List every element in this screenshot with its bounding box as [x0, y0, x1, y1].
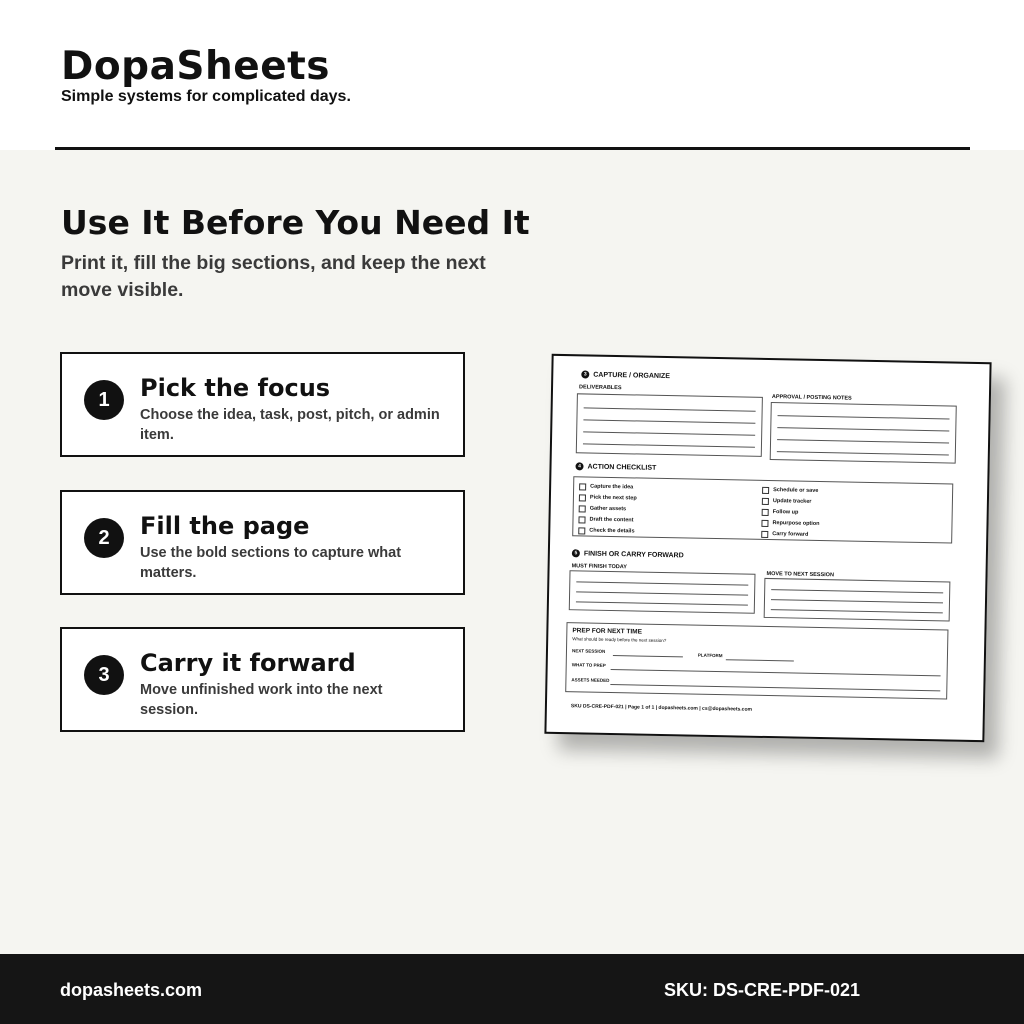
brand-name: DopaSheets	[61, 44, 331, 89]
checklist-item: Carry forward	[772, 531, 809, 538]
section-title: FINISH OR CARRY FORWARD	[583, 549, 684, 559]
checklist-item: Check the details	[589, 527, 635, 535]
platform-label: PLATFORM	[697, 652, 723, 659]
checklist-item: Follow up	[772, 509, 799, 516]
section-number-badge: 4	[575, 462, 583, 470]
checklist-item: Draft the content	[589, 516, 634, 524]
step-title: Fill the page	[140, 512, 310, 540]
section-number-badge: 5	[572, 549, 580, 557]
checklist-box	[572, 476, 953, 543]
section-checklist-title	[575, 462, 656, 472]
checkbox[interactable]	[579, 483, 586, 490]
checklist-item: Update tracker	[772, 498, 812, 505]
next-session-move-label: MOVE TO NEXT SESSION	[766, 570, 834, 579]
checkbox[interactable]	[762, 498, 769, 505]
checkbox[interactable]	[761, 520, 768, 527]
step-description: Choose the idea, task, post, pitch, or admin item.	[140, 407, 440, 443]
step-card-1	[60, 352, 465, 457]
section-capture-title	[581, 370, 670, 380]
what-to-prep-label: WHAT TO PREP	[571, 662, 606, 668]
step-description: Use the bold sections to capture what matters.	[140, 545, 402, 581]
sheet-footer: SKU DS-CRE-PDF-021 | Page 1 of 1 | dopasheets.com | cs@dopasheets.com	[570, 703, 753, 713]
must-finish-label: MUST FINISH TODAY	[571, 563, 627, 571]
step-number-badge: 2	[84, 518, 124, 558]
header-divider	[55, 147, 970, 150]
checkbox[interactable]	[579, 494, 586, 501]
next-session-move-box	[764, 578, 951, 622]
sku-label: SKU: DS-CRE-PDF-021	[664, 980, 861, 1000]
section-title: ACTION CHECKLIST	[587, 463, 657, 472]
worksheet-page	[544, 354, 991, 742]
checkbox[interactable]	[762, 487, 769, 494]
prep-box	[565, 622, 948, 699]
must-finish-box	[569, 570, 756, 614]
header	[0, 0, 1024, 150]
checklist-item: Repurpose option	[772, 520, 820, 527]
checklist-item: Schedule or save	[773, 487, 819, 494]
subheadline: Print it, fill the big sections, and keep the next move visible.	[61, 252, 486, 301]
checklist-item: Gather assets	[589, 505, 627, 513]
checklist-item: Pick the next step	[589, 494, 637, 502]
brand-tagline: Simple systems for complicated days.	[61, 88, 351, 105]
checkbox[interactable]	[762, 509, 769, 516]
deliverables-label: DELIVERABLES	[578, 384, 622, 392]
step-number-badge: 1	[84, 380, 124, 420]
step-number-badge: 3	[84, 655, 124, 695]
prep-title: PREP FOR NEXT TIME	[572, 627, 643, 636]
section-number-badge: 3	[581, 370, 589, 378]
worksheet-preview	[544, 354, 991, 742]
checkbox[interactable]	[579, 505, 586, 512]
checkbox[interactable]	[761, 531, 768, 538]
step-title: Carry it forward	[140, 649, 356, 677]
deliverables-box	[576, 393, 763, 457]
step-description: Move unfinished work into the next session.	[140, 682, 383, 718]
checkbox[interactable]	[578, 527, 585, 534]
prep-prompt: What should be ready before the next session?	[572, 636, 667, 644]
next-session-label: NEXT SESSION	[571, 648, 606, 654]
headline: Use It Before You Need It	[61, 203, 530, 242]
section-finish-title	[572, 549, 684, 559]
checkbox[interactable]	[578, 516, 585, 523]
website-link[interactable]: dopasheets.com	[60, 980, 203, 1000]
approval-notes-box	[770, 402, 957, 464]
assets-needed-label: ASSETS NEEDED	[571, 677, 610, 683]
approval-notes-label: APPROVAL / POSTING NOTES	[771, 394, 852, 402]
step-title: Pick the focus	[140, 374, 331, 402]
step-card-3	[60, 627, 465, 732]
checklist-item: Capture the idea	[590, 483, 634, 491]
section-title: CAPTURE / ORGANIZE	[593, 371, 670, 380]
step-card-2	[60, 490, 465, 595]
